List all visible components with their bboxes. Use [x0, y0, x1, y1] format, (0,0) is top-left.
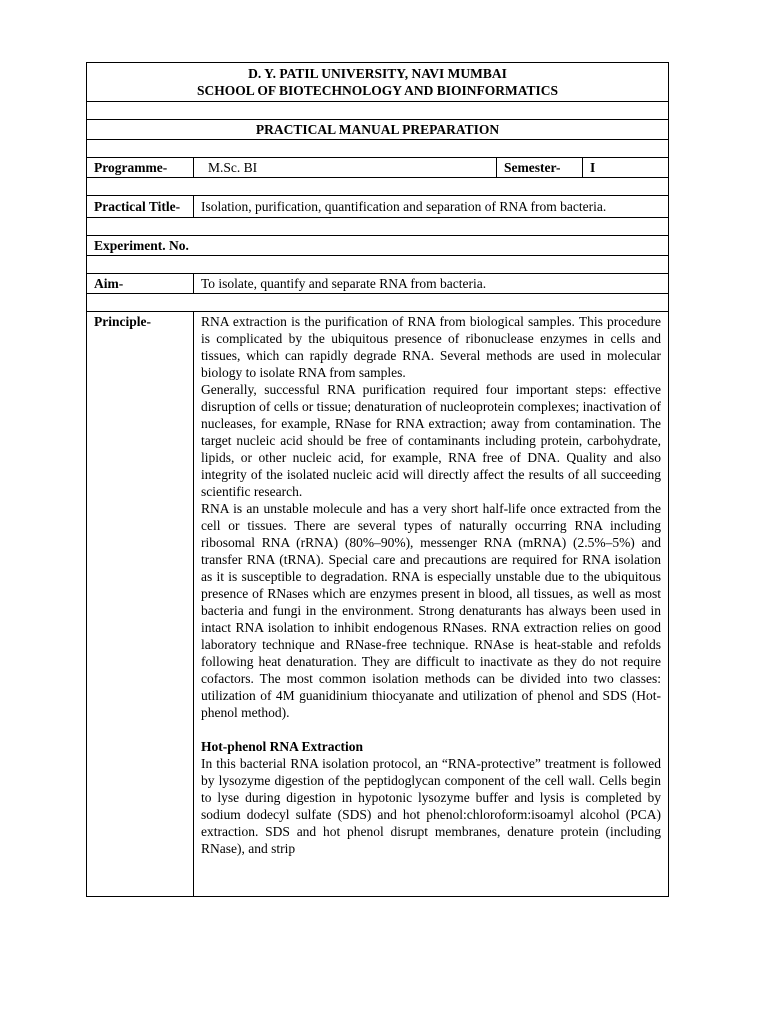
programme-value: M.Sc. BI: [194, 158, 497, 178]
spacer-row: [87, 256, 669, 274]
hot-phenol-paragraph: In this bacterial RNA isolation protocol, an “RNA-protective” treatment is followed by lysozyme digestion of the peptidoglycan component of the cell wall. Cells begin to lyse during digestion in hypotonic lysozyme buffer and lysis is completed by sodium dodecyl sulfate (SDS) and hot phenol:chloroform:isoamyl alcohol (PCA) extraction. SDS and hot phenol disrupt membranes, denature protein (including RNase), and strip: [201, 756, 661, 856]
spacer-row: [87, 218, 669, 236]
principle-row: [87, 312, 669, 897]
programme-row: [87, 158, 669, 178]
practical-title-row: [87, 196, 669, 218]
aim-row: [87, 274, 669, 294]
principle-paragraph: RNA extraction is the purification of RNA from biological samples. This procedure is complicated by the ubiquitous presence of ribonuclease enzymes in cells and tissues, which can rapidly degrade RNA. Several methods are used in molecular biology to isolate RNA from samples.: [201, 314, 661, 380]
principle-label: Principle-: [87, 312, 194, 897]
hot-phenol-heading: Hot-phenol RNA Extraction: [201, 739, 363, 754]
aim-value: To isolate, quantify and separate RNA from bacteria.: [194, 274, 669, 294]
spacer-row: [87, 294, 669, 312]
aim-label: Aim-: [87, 274, 194, 294]
header-cell: [87, 63, 669, 102]
practical-title-value: Isolation, purification, quantification and separation of RNA from bacteria.: [194, 196, 669, 218]
programme-label: Programme-: [87, 158, 194, 178]
experiment-no-row: [87, 236, 669, 256]
header-row: [87, 63, 669, 102]
manual-title: PRACTICAL MANUAL PREPARATION: [87, 120, 669, 140]
principle-paragraph: RNA is an unstable molecule and has a very short half-life once extracted from the cell or tissues. There are several types of naturally occurring RNA including ribosomal RNA (rRNA) (80%–90%), messenger RNA (mRNA) (2.5%–5%) and transfer RNA (tRNA). Special care and precautions are required for RNA isolation as it is susceptible to degradation. RNA is especially unstable due to the ubiquitous presence of RNases which are enzymes present in blood, all tissues, as well as most bacteria and fungi in the environment. Strong denaturants has always been used in intact RNA isolation to inhibit endogenous RNases. RNA extraction relies on good laboratory technique and RNase-free technique. RNAse is heat-stable and refolds following heat denaturation. They are difficult to inactivate as they do not require cofactors. The most common isolation methods can be divided into two classes: utilization of 4M guanidinium thiocyanate and utilization of phenol and SDS (Hot-phenol method).: [201, 501, 661, 720]
spacer-row: [87, 178, 669, 196]
spacer-row: [87, 102, 669, 120]
semester-value: I: [583, 158, 669, 178]
semester-label: Semester-: [497, 158, 583, 178]
principle-paragraph: Generally, successful RNA purification required four important steps: effective disruption of cells or tissue; denaturation of nucleoprotein complexes; inactivation of nucleases, for example, RNase for RNA extraction; away from contamination. The target nucleic acid should be free of contaminants including protein, carbohydrate, lipids, or other nucleic acid, for example, RNA free of DNA. Quality and also integrity of the isolated nucleic acid will directly affect the results of all succeeding scientific research.: [201, 382, 661, 499]
spacer-row: [87, 140, 669, 158]
principle-content: [194, 312, 669, 897]
practical-title-label: Practical Title-: [87, 196, 194, 218]
practical-manual-table: [86, 62, 669, 897]
university-name: D. Y. PATIL UNIVERSITY, NAVI MUMBAI: [248, 66, 507, 81]
manual-title-row: [87, 120, 669, 140]
school-name: SCHOOL OF BIOTECHNOLOGY AND BIOINFORMATICS: [196, 83, 559, 98]
experiment-no-label: Experiment. No.: [87, 236, 669, 256]
